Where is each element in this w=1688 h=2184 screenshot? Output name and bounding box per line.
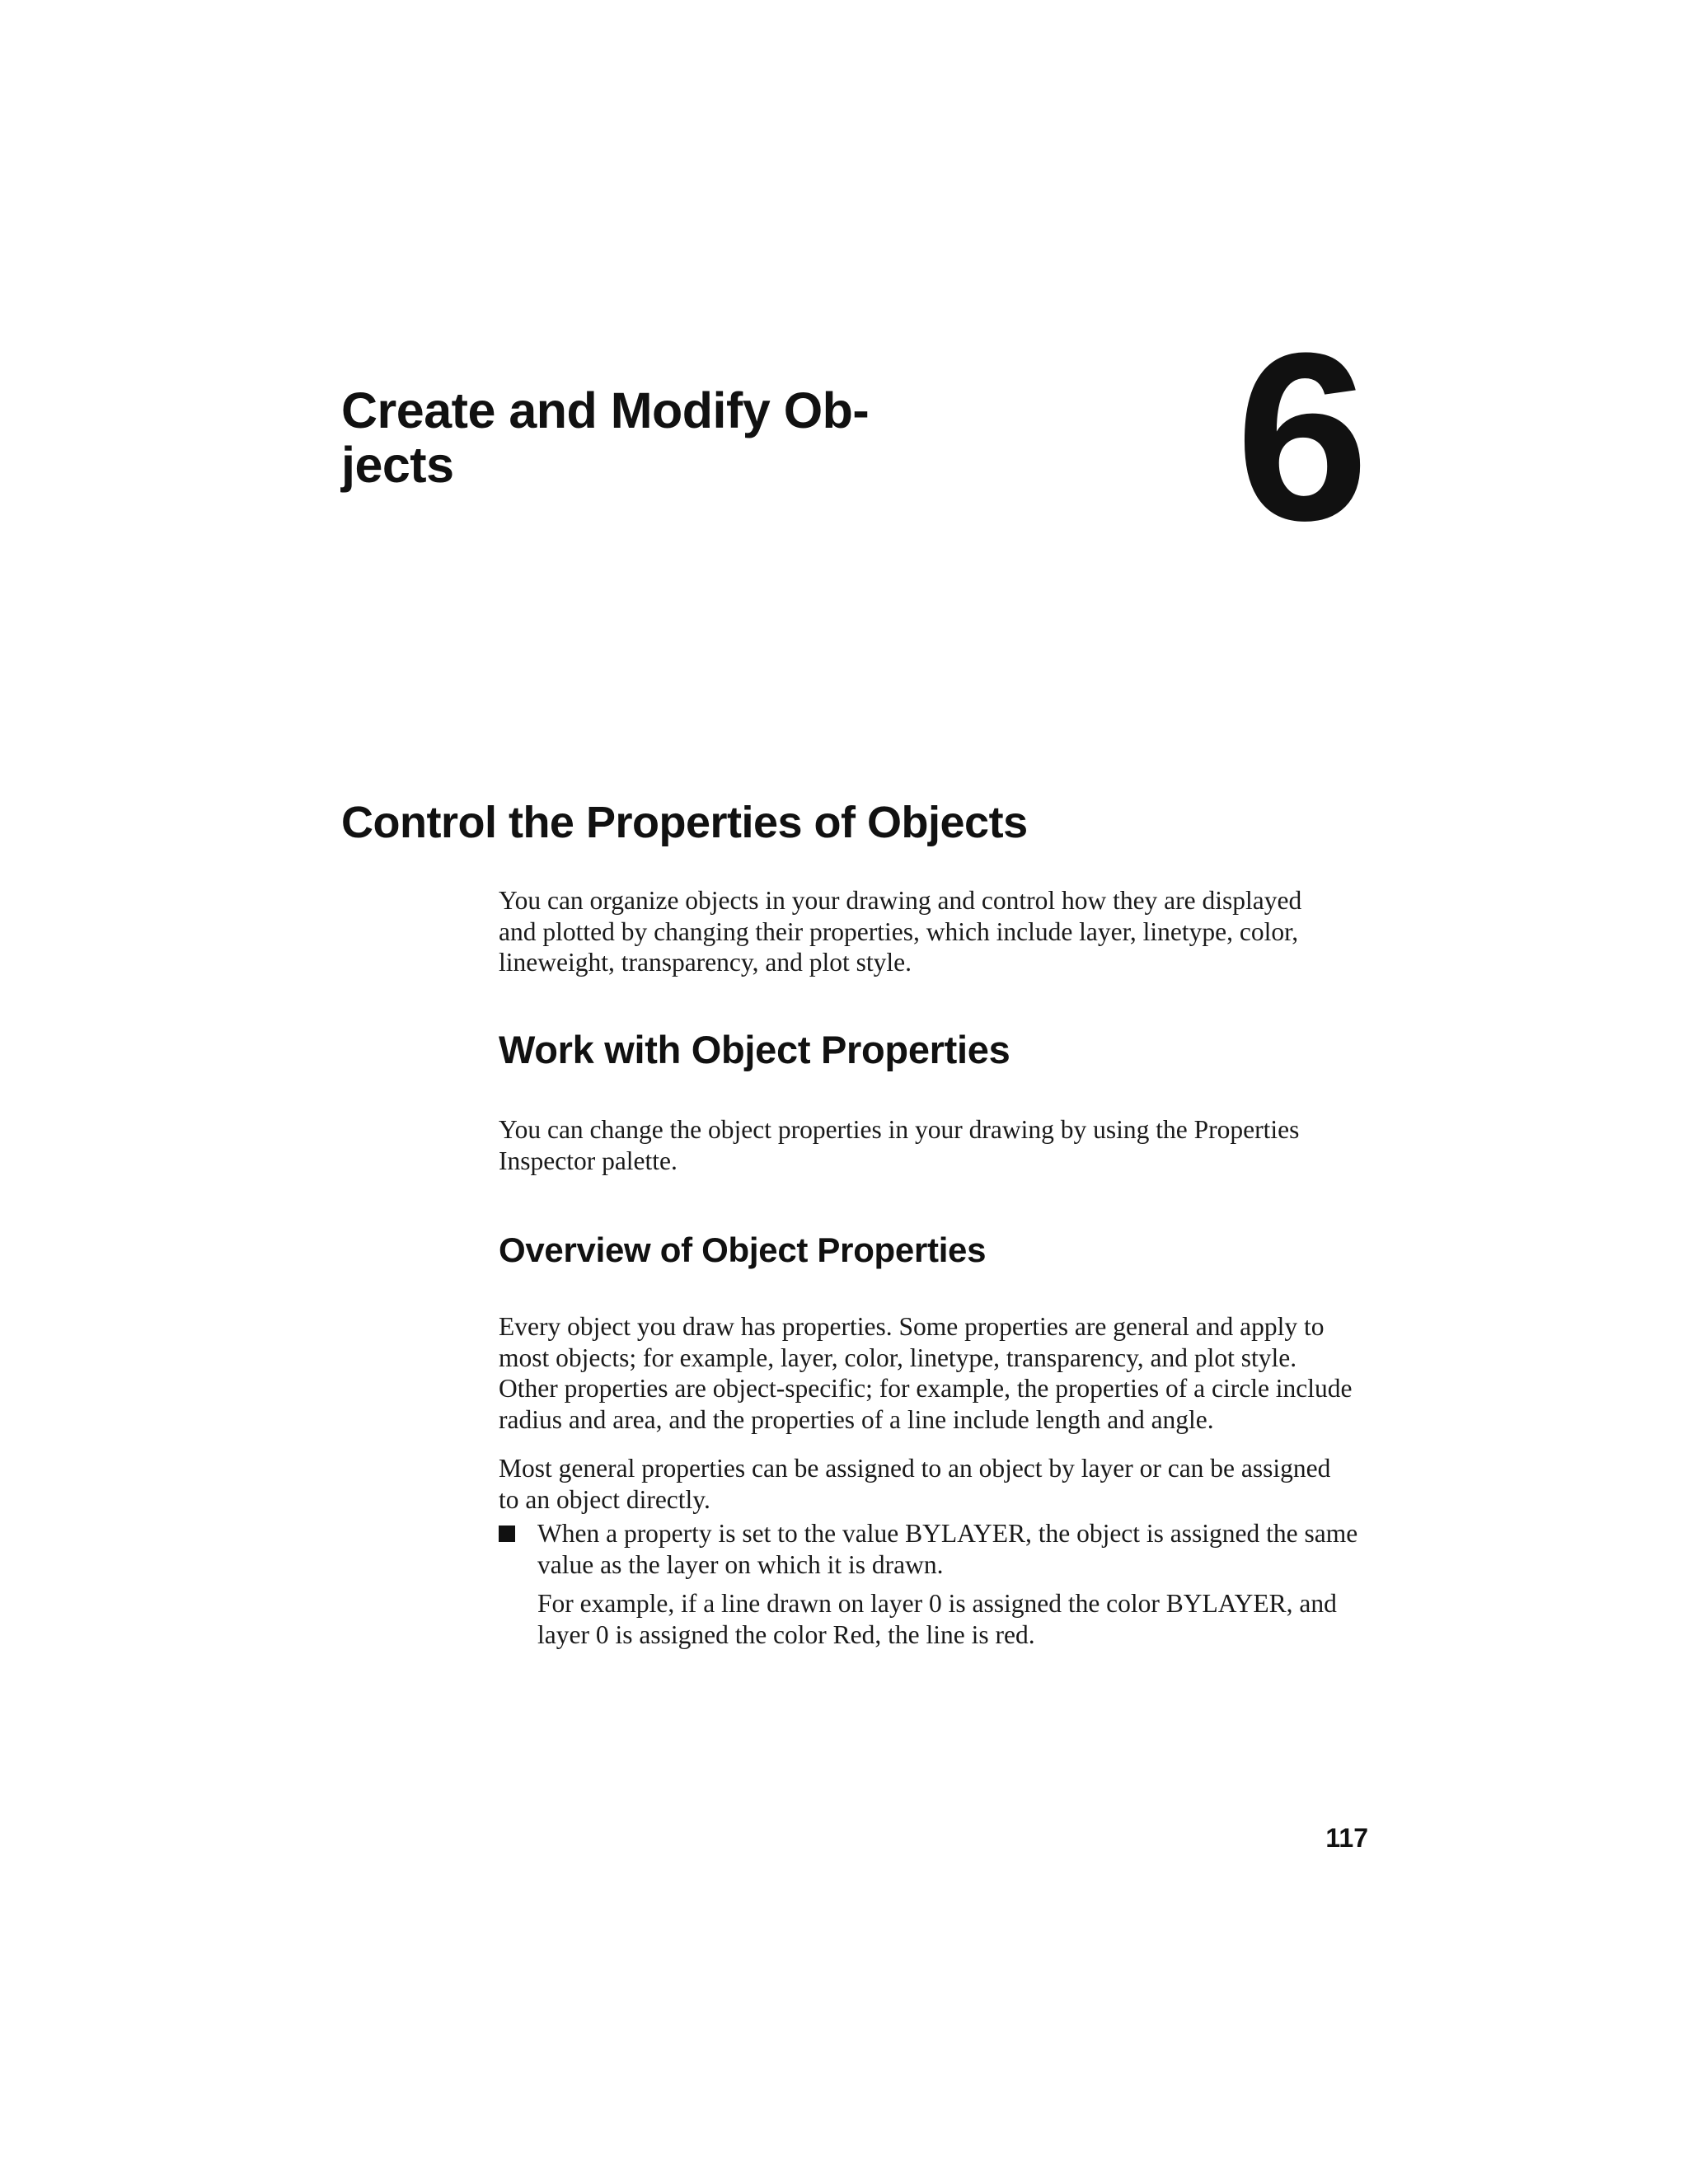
chapter-title-line: Create and Modify Ob- (341, 382, 870, 438)
subsection-paragraph (499, 1114, 1393, 1176)
topic-paragraph-1 (499, 1311, 1393, 1435)
text-line: and plotted by changing their properties, which include layer, linetype, color, (499, 916, 1299, 946)
text-line: layer 0 is assigned the color Red, the line is red. (537, 1619, 1035, 1649)
text-line: lineweight, transparency, and plot style. (499, 948, 912, 977)
bullet-item-example (537, 1588, 1395, 1650)
text-line: to an object directly. (499, 1484, 710, 1514)
text-line: radius and area, and the properties of a line include length and angle. (499, 1404, 1214, 1434)
text-line: Other properties are object-specific; for example, the properties of a circle include (499, 1374, 1353, 1403)
topic-heading: Overview of Object Properties (499, 1230, 987, 1269)
chapter-title-line: jects (341, 437, 454, 493)
text-line: Every object you draw has properties. Some properties are general and apply to (499, 1312, 1325, 1341)
chapter-number: 6 (1236, 303, 1369, 570)
bullet-item-text (537, 1518, 1395, 1580)
text-line: Inspector palette. (499, 1146, 678, 1175)
text-line: most objects; for example, layer, color, linetype, transparency, and plot style. (499, 1343, 1297, 1372)
subsection-heading: Work with Object Properties (499, 1028, 1010, 1071)
section-heading: Control the Properties of Objects (341, 798, 1028, 847)
text-line: You can change the object properties in your drawing by using the Properties (499, 1115, 1300, 1144)
page-number: 117 (1325, 1823, 1368, 1853)
chapter-title (341, 383, 968, 492)
text-line: Most general properties can be assigned to an object by layer or can be assigned (499, 1454, 1331, 1483)
text-line: When a property is set to the value BYLAYER, the object is assigned the same (537, 1519, 1358, 1548)
text-line: For example, if a line drawn on layer 0 is assigned the color BYLAYER, and (537, 1589, 1337, 1618)
bullet-square-icon (499, 1526, 515, 1542)
section-intro-paragraph (499, 885, 1393, 978)
text-line: value as the layer on which it is drawn. (537, 1549, 944, 1579)
text-line: You can organize objects in your drawing and control how they are displayed (499, 886, 1302, 915)
topic-paragraph-2 (499, 1453, 1393, 1515)
